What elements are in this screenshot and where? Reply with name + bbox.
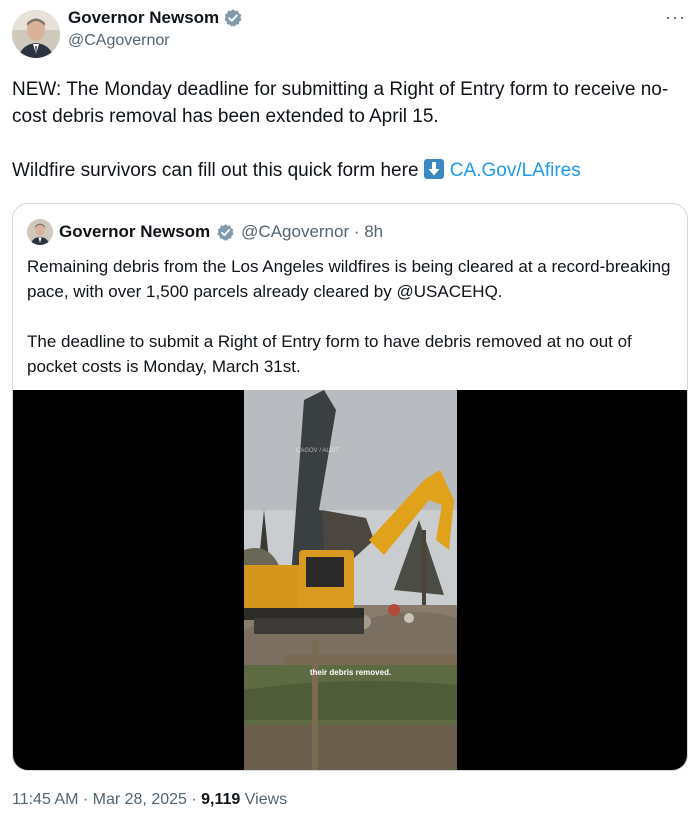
author-handle[interactable]: @CAgovernor xyxy=(68,32,170,49)
views-count: 9,119 xyxy=(201,791,241,808)
verified-badge-icon xyxy=(223,8,243,28)
tweet-text-line1: NEW: The Monday deadline for submitting a Right of Entry form to receive no-cost debris removal has been extended to April 15. xyxy=(12,79,669,127)
author-avatar[interactable] xyxy=(12,10,60,58)
quoted-author-name: Governor Newsom xyxy=(59,222,211,241)
tweet-text-line2-prefix: Wildfire survivors can fill out this quick form here xyxy=(12,160,419,181)
tweet-meta xyxy=(12,791,287,809)
tweet-timestamp[interactable]: 11:45 AM · Mar 28, 2025 xyxy=(12,791,187,808)
author-name[interactable]: Governor Newsom xyxy=(68,8,220,27)
views-label: Views xyxy=(244,791,288,808)
quoted-handle-time: @CAgovernor · 8h xyxy=(241,222,384,241)
quoted-tweet-header xyxy=(27,219,383,245)
avatar-image xyxy=(12,10,60,58)
down-arrow-emoji-icon xyxy=(424,159,444,179)
video-watermark: CAGOV / ALIST xyxy=(296,448,340,454)
quoted-text-paragraph-2: The deadline to submit a Right of Entry form to have debris removed at no out of pocket costs is Monday, March 31st. xyxy=(27,332,632,376)
quoted-video[interactable] xyxy=(13,390,687,770)
more-options-icon[interactable]: ··· xyxy=(665,7,686,27)
video-frame[interactable] xyxy=(244,390,457,770)
quoted-text-paragraph-1: Remaining debris from the Los Angeles wildfires is being cleared at a record-breaking pace, with over 1,500 parcels already cleared by @USACEHQ. xyxy=(27,257,671,301)
tweet-author xyxy=(68,8,243,50)
form-link[interactable]: CA.Gov/LAfires xyxy=(449,160,581,181)
meta-separator: · xyxy=(186,791,202,808)
quoted-tweet[interactable] xyxy=(12,203,688,771)
tweet-text xyxy=(12,76,682,184)
excavator-scene-image xyxy=(244,390,457,770)
quoted-verified-badge-icon xyxy=(216,223,235,242)
quoted-author-avatar xyxy=(27,219,53,245)
tweet-text-line2 xyxy=(12,157,682,184)
video-caption: their debris removed. xyxy=(309,668,392,677)
quoted-tweet-text xyxy=(27,254,677,379)
